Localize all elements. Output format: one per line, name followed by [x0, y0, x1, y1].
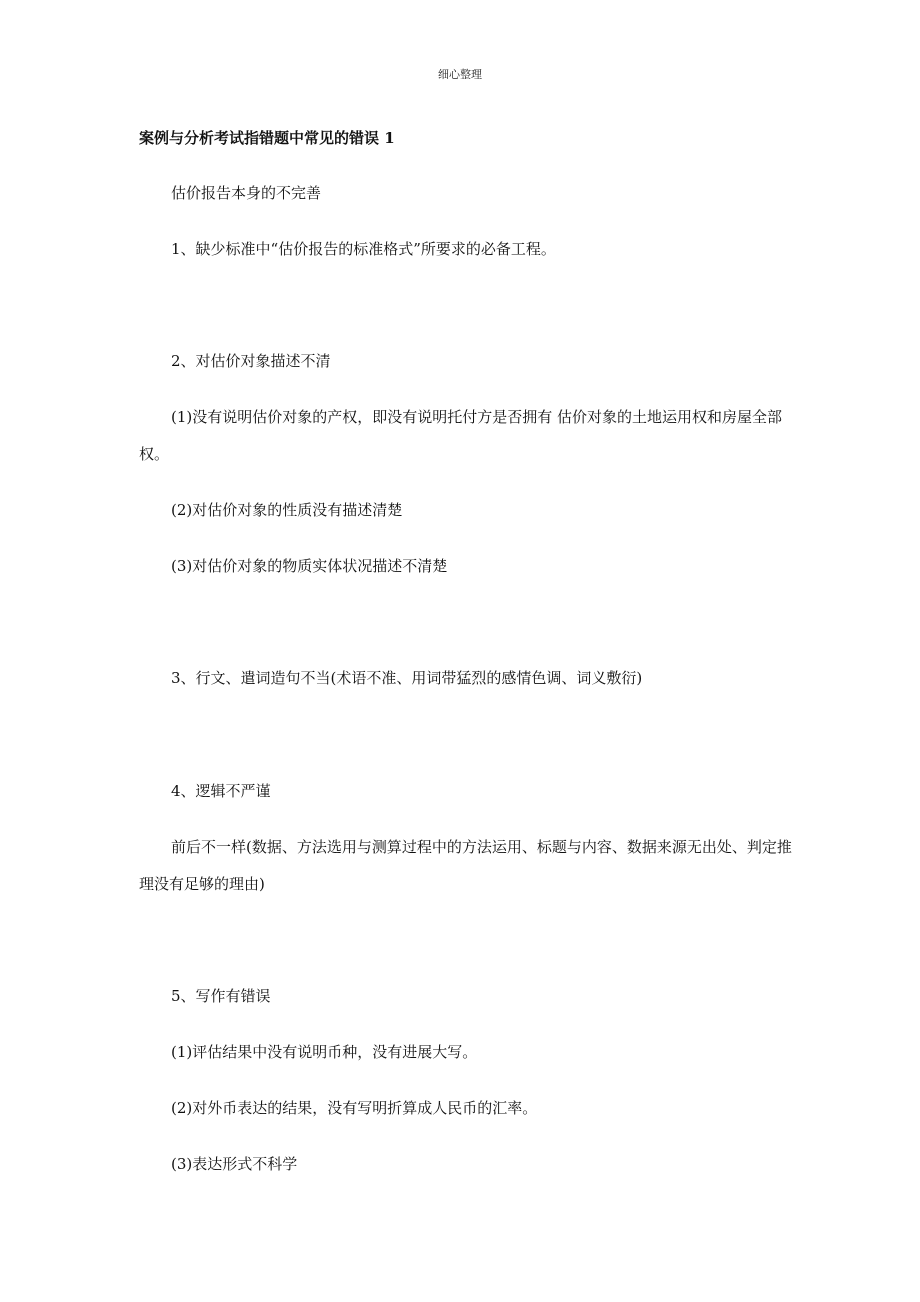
section-heading-intro: 估价报告本身的不完善 [171, 184, 322, 202]
item-2-sub-1: (1)没有说明估价对象的产权，即没有说明托付方是否拥有 估价对象的土地运用权和房屋全部权。 [139, 408, 783, 463]
item-1: 1、缺少标准中“估价报告的标准格式”所要求的必备工程。 [171, 240, 556, 258]
page-header: 细心整理 [438, 68, 482, 81]
item-2: 2、对估价对象描述不清 [171, 352, 331, 370]
item-5: 5、写作有错误 [171, 987, 271, 1005]
item-4-detail: 前后不一样(数据、方法选用与测算过程中的方法运用、标题与内容、数据来源无出处、判定推理没有足够的理由) [139, 838, 792, 893]
document-title: 案例与分析考试指错题中常见的错误 1 [139, 129, 395, 147]
item-5-sub-3: (3)表达形式不科学 [171, 1155, 298, 1173]
item-2-sub-3: (3)对估价对象的物质实体状况描述不清楚 [171, 557, 448, 575]
item-4: 4、逻辑不严谨 [171, 782, 271, 800]
item-5-sub-2: (2)对外币表达的结果，没有写明折算成人民币的汇率。 [171, 1099, 538, 1117]
item-2-sub-2: (2)对估价对象的性质没有描述清楚 [171, 501, 403, 519]
item-5-sub-1: (1)评估结果中没有说明币种，没有进展大写。 [171, 1043, 478, 1061]
item-3: 3、行文、遣词造句不当(术语不准、用词带猛烈的感情色调、词义敷衍) [171, 669, 643, 687]
